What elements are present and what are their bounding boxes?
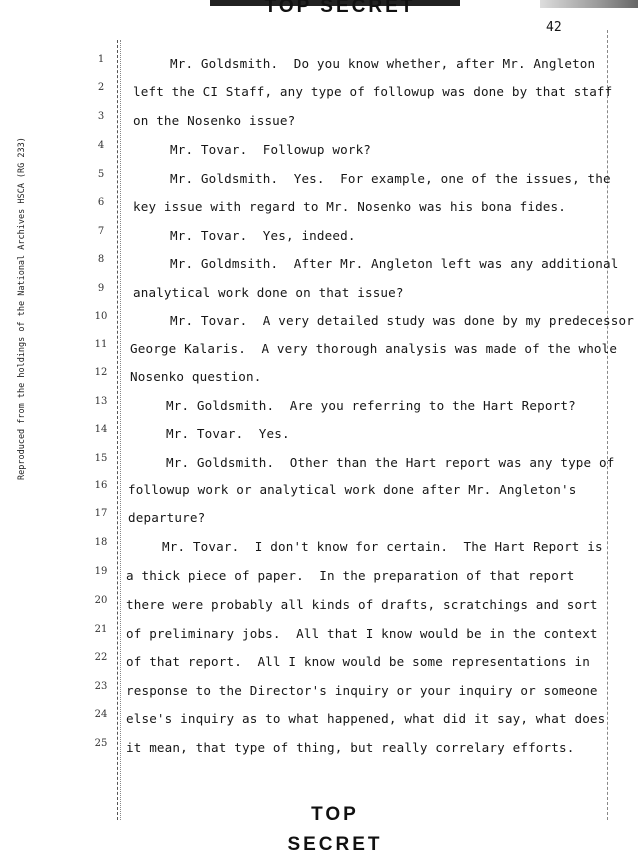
transcript-line: key issue with regard to Mr. Nosenko was his bona fides. [133,199,566,214]
line-number: 9 [97,283,105,294]
line-number: 17 [94,508,108,519]
top-right-smudge [540,0,638,8]
transcript-line: it mean, that type of thing, but really correlary efforts. [126,740,575,755]
line-number: 1 [97,54,105,65]
line-number: 6 [97,197,105,208]
transcript-line: Mr. Goldmsith. After Mr. Angleton left was any additional [170,256,619,271]
transcript-line: Mr. Goldsmith. Do you know whether, after Mr. Angleton [170,56,596,71]
page-number: 42 [546,20,562,35]
classification-banner-top: TOP SECRET [264,0,416,17]
line-number: 21 [94,624,108,635]
transcript-line: else's inquiry as to what happened, what did it say, what does [126,711,606,726]
line-number: 12 [94,367,108,378]
transcript-line: Mr. Tovar. I don't know for certain. The Hart Report is [162,539,603,554]
transcript-line: Nosenko question. [130,369,262,384]
line-number: 23 [94,681,108,692]
transcript-line: a thick piece of paper. In the preparation of that report [126,568,575,583]
line-number: 25 [94,738,108,749]
transcript-line: Mr. Goldsmith. Yes. For example, one of the issues, the [170,171,611,186]
line-number: 19 [94,566,108,577]
transcript-line: Mr. Tovar. Yes. [166,426,290,441]
line-number: 2 [97,82,105,93]
transcript-line: Mr. Goldsmith. Are you referring to the Hart Report? [166,398,576,413]
line-number: 10 [94,311,108,322]
transcript-line: George Kalaris. A very thorough analysis was made of the whole [130,341,618,356]
transcript-line: followup work or analytical work done after Mr. Angleton's [128,482,577,497]
classification-banner-bottom: TOP SECRET [287,804,383,855]
transcript-line: departure? [128,510,206,525]
transcript-line: Mr. Goldsmith. Other than the Hart report was any type of [166,455,615,470]
transcript-line: Mr. Tovar. Yes, indeed. [170,228,356,243]
line-number: 4 [97,140,105,151]
line-number: 24 [94,709,108,720]
line-number: 3 [97,111,105,122]
transcript-line: of that report. All I know would be some representations in [126,654,590,669]
line-number: 7 [97,226,105,237]
transcript-line: analytical work done on that issue? [133,285,404,300]
line-number: 20 [94,595,108,606]
line-number: 15 [94,453,108,464]
line-number: 8 [97,254,105,265]
line-number: 14 [94,424,108,435]
line-number: 5 [97,169,105,180]
line-number: 16 [94,480,108,491]
line-number: 18 [94,537,108,548]
transcript-line: left the CI Staff, any type of followup was done by that staff [133,84,613,99]
line-number: 11 [94,339,108,350]
transcript-line: there were probably all kinds of drafts, scratchings and sort [126,597,598,612]
left-margin-rule [117,40,119,820]
line-number: 22 [94,652,108,663]
transcript-line: of preliminary jobs. All that I know would be in the context [126,626,598,641]
right-margin-rule [607,30,609,820]
archive-margin-note: Reproduced from the holdings of the National Archives HSCA (RG 233) [17,137,27,480]
line-number: 13 [94,396,108,407]
transcript-line: Mr. Tovar. Followup work? [170,142,372,157]
transcript-line: response to the Director's inquiry or your inquiry or someone [126,683,598,698]
transcript-line: Mr. Tovar. A very detailed study was done by my predecessor [170,313,634,328]
transcript-line: on the Nosenko issue? [133,113,296,128]
left-margin-rule-inner [120,40,122,820]
